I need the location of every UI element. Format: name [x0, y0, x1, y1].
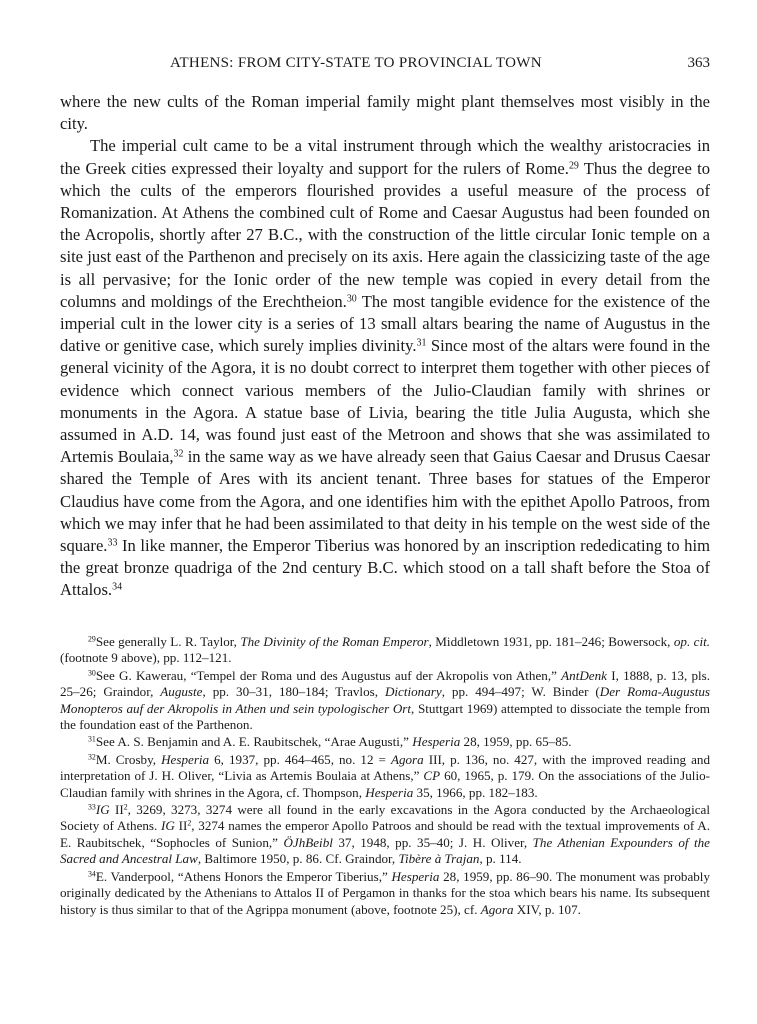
footnote-text: , pp. 494–497; W. Binder ( — [441, 684, 600, 700]
footnote-ref-31[interactable]: 31 — [416, 337, 427, 349]
footnote-text: , pp. 30–31, 180–184; Travlos, — [202, 684, 385, 700]
text-run: in the same way as we have already seen that Gaius Caesar and Drusus Caesar shared the Temple of Ares with its ancient tenant. Three bases for statues of the Emperor Claudius have come from the Agora, and one identifies him with the epithet Apollo Patroos, from which we may infer that he had been assimilated to that deity in his temple on the west side of the square. — [60, 447, 710, 556]
text-run: In like manner, the Emperor Tiberius was honored by an inscription rededicating to him the great bronze quadriga of the 2nd century — [60, 536, 710, 578]
footnote-text: II — [174, 818, 188, 834]
footnote-text: II — [109, 802, 124, 818]
footnote-text: See G. Kawerau, “Tempel der Roma und des Augustus auf der Akropolis von Athen,” — [95, 667, 562, 683]
text-run: Since most of the altars were found in the general vicinity of the Agora, it is no doubt correct to interpret them together with other pieces of evidence which connect various members of the Julio-Claudian family with shrines or monuments in the Agora. A statue base of Livia, bearing the title Julia Augusta, which she assumed in — [60, 336, 710, 445]
title-italic: Hesperia — [412, 734, 461, 750]
footnote-text: XIV, p. 107. — [513, 901, 581, 917]
era-abbrev: A.D. — [141, 425, 174, 445]
footnote-text: 35, 1966, pp. 182–183. — [413, 784, 538, 800]
footnote-text: , Middletown 1931, pp. 181–246; Bowersock, — [428, 634, 674, 649]
footnote-text: 37, 1948, pp. 35–40; J. H. Oliver, — [332, 834, 533, 850]
footnote-text: See generally L. R. Taylor, — [95, 634, 241, 649]
page-header — [60, 55, 710, 75]
superscript: 2 — [187, 819, 192, 829]
footnote-ref-30[interactable]: 30 — [346, 293, 357, 305]
title-italic: ÖJhBeibl — [283, 834, 333, 850]
footnote-text: 6, 1937, pp. 464–465, no. 12 = — [209, 751, 391, 767]
footnote-text: 28, 1959, pp. 86–90. The monument was probably originally dedicated by the Athenians to Attalos II of Pergamon in thanks for the stoa which bears his name. Its subsequent history is thus similar to that of the Agrippa monument (above, footnote 25), cf. — [60, 868, 710, 917]
footnote-32 — [60, 752, 710, 801]
footnote-number: 32 — [88, 752, 96, 762]
title-italic: Hesperia — [161, 751, 210, 767]
title-italic: The Athenian Expounders of the Sacred and Ancestral Law — [60, 834, 710, 867]
title-italic: Hesperia — [391, 868, 440, 884]
footnote-text: III, p. 136, no. 427, with the improved reading and interpretation of J. H. Oliver, “Livia as Artemis Boulaia at Athens,” — [60, 751, 710, 784]
title-italic: Agora — [480, 901, 514, 917]
title-italic: Auguste — [160, 684, 203, 700]
title-italic: The Divinity of the Roman Emperor — [240, 634, 429, 649]
title-italic: Dictionary — [384, 684, 442, 700]
footnote-text: (footnote 9 above), pp. 112–121. — [60, 650, 232, 666]
footnote-30 — [60, 668, 710, 734]
title-italic: Der Roma-Augustus Monopteros auf der Akropolis in Athen und sein typologischer Ort — [60, 684, 711, 716]
footnote-ref-32[interactable]: 32 — [173, 448, 184, 460]
title-italic: Tibère à Trajan — [398, 851, 480, 867]
body-text — [60, 91, 710, 602]
footnote-text: M. Crosby, — [95, 751, 162, 767]
footnote-number: 29 — [88, 634, 96, 644]
footnote-text: See A. S. Benjamin and A. E. Raubitschek, “Arae Augusti,” — [95, 734, 413, 750]
paragraph-imperial-cult — [60, 135, 710, 601]
text-run: , with the construction of the little circular Ionic temple on a site just east of the Parthenon and precisely on its axis. Here again the classicizing taste of the age is all pervasive; for the Ionic order of the new temple was copied in every detail from the columns and moldings of the Erechtheion. — [60, 225, 710, 311]
footnote-number: 30 — [88, 668, 96, 678]
title-italic: Hesperia — [365, 784, 414, 800]
footnote-33 — [60, 802, 710, 868]
footnote-34 — [60, 869, 710, 918]
title-italic: op. cit. — [673, 634, 711, 649]
footnote-text: , 3274 names the emperor Apollo Patroos and should be read with the textual improvements of A. E. Raubitschek, “Sophocles of Sunion,” — [60, 818, 710, 850]
text-run: 14, was found just east of the Metroon and shows that she was assimilated to Artemis Boulaia, — [60, 425, 711, 467]
title-italic: Agora — [390, 751, 424, 767]
page-number: 363 — [687, 55, 710, 71]
footnote-text: , Stuttgart 1969) attempted to dissociate the temple from the foundation east of the Parthenon. — [60, 700, 710, 733]
footnote-29 — [60, 634, 710, 667]
text-run: which stood on a tall shaft before the Stoa of Attalos. — [60, 558, 710, 600]
footnote-number: 33 — [88, 802, 96, 812]
footnotes — [60, 634, 710, 919]
footnote-31 — [60, 734, 710, 750]
running-head: ATHENS: FROM CITY-STATE TO PROVINCIAL TOWN — [170, 55, 542, 71]
footnote-text: , Baltimore 1950, p. 86. Cf. Graindor, — [197, 851, 399, 867]
footnote-text: 28, 1959, pp. 65–85. — [460, 734, 572, 750]
title-italic: IG — [95, 802, 110, 818]
footnote-ref-34[interactable]: 34 — [112, 582, 123, 593]
text-run: The most tangible evidence for the existence of the imperial cult in the lower city is a series of 13 small altars bearing the name of Augustus in the dative or genitive case, which surely implies divinity. — [60, 291, 710, 356]
footnote-text: 60, 1965, p. 179. On the associations of the Julio-Claudian family with shrines in the Agora, cf. Thompson, — [60, 768, 710, 800]
footnote-ref-29[interactable]: 29 — [568, 160, 579, 172]
paragraph-continuation: where the new cults of the Roman imperial family might plant themselves most visibly in the city. — [60, 92, 710, 134]
footnote-text: , 3269, 3273, 3274 were all found in the early excavations in the Agora conducted by the Archaeological Society of Athens. — [60, 802, 711, 834]
footnote-text: , p. 114. — [479, 851, 522, 867]
title-italic: CP — [423, 768, 441, 784]
footnote-number: 34 — [88, 869, 96, 879]
title-italic: AntDenk — [561, 667, 607, 683]
era-abbrev: B.C. — [268, 225, 299, 245]
text-run: The imperial cult came to be a vital instrument through which the wealthy aristocracies in the Greek cities expressed their loyalty and support for the rulers of Rome. — [60, 136, 710, 178]
era-abbrev: B.C. — [367, 558, 398, 578]
footnote-ref-33[interactable]: 33 — [107, 537, 118, 549]
title-italic: IG — [161, 818, 175, 834]
footnote-text: I, 1888, p. 13, pls. 25–26; Graindor, — [60, 667, 711, 700]
footnote-number: 31 — [88, 735, 96, 745]
superscript: 2 — [123, 802, 128, 812]
text-run: Thus the degree to which the cults of the emperors flourished provides a useful measure of the process of Romanization. At Athens the combined cult of Rome and Caesar Augustus had been founded on the Acropolis, shortly after 27 — [60, 158, 710, 245]
footnote-text: E. Vanderpool, “Athens Honors the Emperor Tiberius,” — [95, 868, 392, 884]
